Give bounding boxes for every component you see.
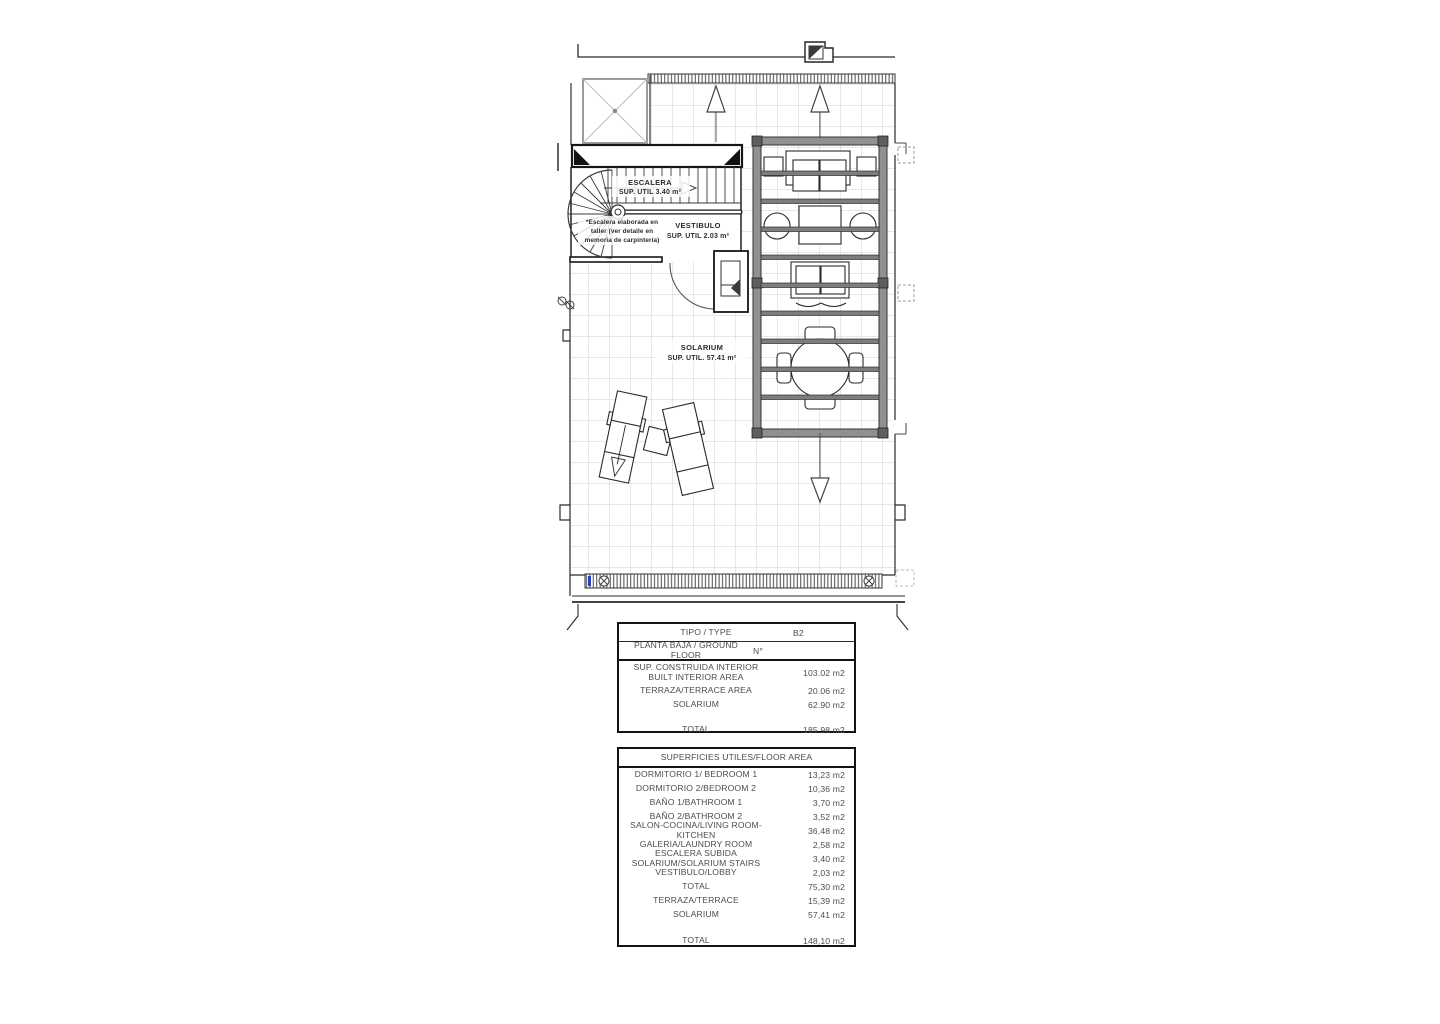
solarium-label	[655, 340, 750, 362]
row-value: 15,39 m2	[807, 896, 845, 906]
row-value: 3,70 m2	[812, 798, 845, 808]
table-row	[619, 880, 854, 894]
header-label: SUPERFICIES UTILES/FLOOR AREA	[660, 751, 813, 762]
top-wall-hatch	[648, 74, 895, 83]
table-row	[619, 908, 854, 922]
table-row	[619, 894, 854, 908]
svg-text:*Escalera elaborada en: *Escalera elaborada en	[585, 219, 659, 226]
table-row	[619, 722, 854, 737]
row-value: 13,23 m2	[807, 770, 845, 780]
svg-text:ESCALERA: ESCALERA	[628, 178, 672, 187]
table-header	[619, 749, 854, 768]
table-row	[619, 866, 854, 880]
table-row	[619, 639, 854, 661]
table-row	[619, 848, 854, 868]
row-value: 3,52 m2	[812, 812, 845, 822]
row-value: 20.06 m2	[807, 686, 845, 696]
stair-landing	[558, 143, 742, 171]
total-label: TOTAL	[682, 934, 710, 945]
row-label: GALERIA/LAUNDRY ROOM	[639, 839, 753, 850]
row-value: 3,40 m2	[812, 854, 845, 864]
row-label: SOLARIUM	[672, 909, 720, 920]
spacer	[619, 922, 854, 933]
skylight	[571, 75, 650, 147]
closet	[714, 251, 748, 312]
total-value: 148,10 m2	[803, 935, 845, 946]
escalera-label	[612, 176, 690, 197]
total-label: TOTAL	[682, 723, 710, 734]
row-label-2: BUILT INTERIOR AREA	[648, 671, 744, 682]
row-value: 10,36 m2	[807, 784, 845, 794]
row-label: TERRAZA/TERRACE AREA	[640, 685, 752, 696]
table-row	[619, 661, 854, 684]
table-row	[619, 698, 854, 712]
top-boundary	[578, 44, 895, 57]
spacer	[619, 712, 854, 722]
table-row	[619, 820, 854, 840]
svg-text:VESTIBULO: VESTIBULO	[675, 221, 721, 230]
table-row	[619, 782, 854, 796]
floor-area-table	[617, 747, 856, 947]
row-value: 57,41 m2	[807, 910, 845, 920]
table-row	[619, 796, 854, 810]
row-label: VESTIBULO/LOBBY	[655, 867, 737, 878]
row-label: DORMITORIO 2/BEDROOM 2	[635, 783, 757, 794]
stair-note	[578, 216, 668, 245]
row-label: TOTAL	[682, 881, 710, 892]
row-label: DORMITORIO 1/ BEDROOM 1	[634, 769, 758, 780]
table-row	[619, 933, 854, 948]
planta-label: PLANTA BAJA / GROUND FLOOR	[633, 639, 739, 660]
row-label: SALON-COCINA/LIVING ROOM-KITCHEN	[630, 820, 762, 840]
table-row	[619, 768, 854, 782]
row-label: ESCALERA SUBIDA SOLARIUM/SOLARIUM STAIRS	[631, 848, 761, 868]
svg-text:SUP. UTIL. 57.41 m²: SUP. UTIL. 57.41 m²	[667, 355, 737, 362]
row-value: 36,48 m2	[807, 826, 845, 836]
row-value: 62.90 m2	[807, 700, 845, 710]
svg-text:taller (ver detalle en: taller (ver detalle en	[590, 228, 654, 235]
row-value: 103.02 m2	[803, 667, 845, 678]
chimney	[805, 42, 833, 62]
row-label: TERRAZA/TERRACE	[653, 895, 739, 906]
total-value: 185.98 m2	[803, 724, 845, 735]
row-value: 75,30 m2	[807, 882, 845, 892]
row-value: 2,03 m2	[812, 868, 845, 878]
built-area-table	[617, 622, 856, 733]
svg-text:SUP. UTIL 2.03 m²: SUP. UTIL 2.03 m²	[666, 233, 730, 240]
svg-text:SOLARIUM: SOLARIUM	[680, 343, 724, 352]
row-label: BAÑO 1/BATHROOM 1	[649, 797, 743, 808]
row-label: SOLARIUM	[672, 699, 720, 710]
tipo-label: TIPO / TYPE	[680, 626, 732, 637]
tipo-value: B2	[793, 627, 804, 638]
row-label: SUP. CONSTRUIDA INTERIOR	[633, 661, 759, 672]
row-label: BAÑO 2/BATHROOM 2	[649, 811, 743, 822]
planta-value: N°	[753, 645, 763, 656]
svg-text:SUP. UTIL 3.40 m²: SUP. UTIL 3.40 m²	[618, 189, 682, 196]
table-row	[619, 684, 854, 698]
row-value: 2,58 m2	[812, 840, 845, 850]
svg-text:memoria de carpintería): memoria de carpintería)	[584, 237, 660, 244]
railing-start-mark	[588, 576, 591, 586]
